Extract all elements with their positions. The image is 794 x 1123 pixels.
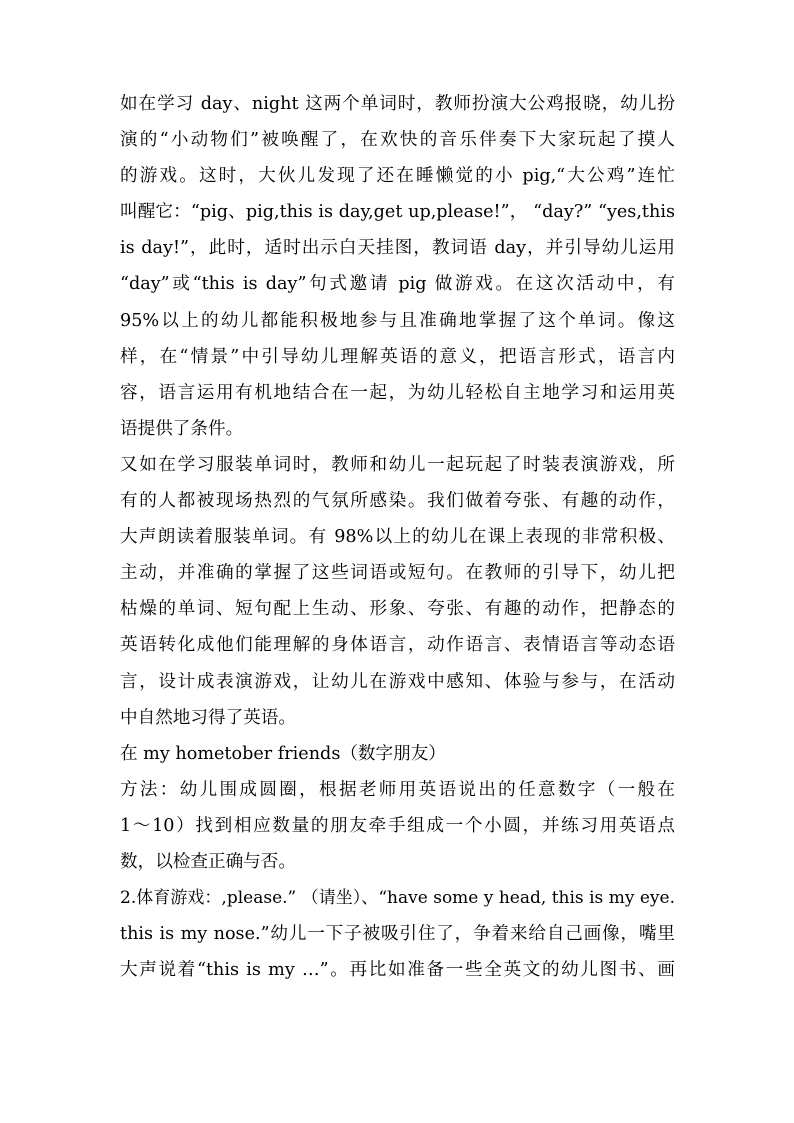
section-line: 在 my hometober friends（数字朋友） [120, 743, 446, 764]
text-line: “day”或“this is day”句式邀请 pig 做游戏。在这次活动中，有 [120, 274, 675, 295]
text-line: 言，设计成表演游戏，让幼儿在游戏中感知、体验与参与，在活动 [120, 671, 675, 692]
text-line: 演的“小动物们”被唤醒了，在欢快的音乐伴奏下大家玩起了摸人 [120, 130, 675, 151]
text-line: 1～10）找到相应数量的朋友牵手组成一个小圆，并练习用英语点 [120, 815, 675, 836]
text-line: 容，语言运用有机地结合在一起，为幼儿轻松自主地学习和运用英 [120, 382, 675, 403]
text-line: 2.体育游戏：,please.” （请坐）、“have some y head, this is my eye. [120, 888, 675, 909]
body-text [120, 86, 675, 988]
paragraph-last-line: 中自然地习得了英语。 [120, 707, 296, 728]
text-line: 的游戏。这时，大伙儿发现了还在睡懒觉的小 pig,“大公鸡”连忙 [120, 166, 675, 187]
text-line: 大声朗读着服装单词。有 98%以上的幼儿在课上表现的非常积极、 [120, 527, 675, 548]
text-line: 有的人都被现场热烈的气氛所感染。我们做着夸张、有趣的动作， [120, 491, 675, 512]
text-line: 方法：幼儿围成圆圈，根据老师用英语说出的任意数字（一般在 [120, 779, 675, 800]
paragraph-last-line: 数，以检查正确与否。 [120, 851, 296, 872]
text-line: 大声说着“this is my …”。再比如准备一些全英文的幼儿图书、画 [120, 960, 675, 981]
text-line: this is my nose.”幼儿一下子被吸引住了，争着来给自己画像，嘴里 [120, 924, 675, 945]
text-line: is day!”，此时，适时出示白天挂图，教词语 day，并引导幼儿运用 [120, 238, 675, 259]
text-line: 枯燥的单词、短句配上生动、形象、夸张、有趣的动作，把静态的 [120, 599, 675, 620]
text-line: 又如在学习服装单词时，教师和幼儿一起玩起了时装表演游戏，所 [120, 454, 675, 475]
text-line: 主动，并准确的掌握了这些词语或短句。在教师的引导下，幼儿把 [120, 563, 675, 584]
text-line: 如在学习 day、night 这两个单词时，教师扮演大公鸡报晓，幼儿扮 [120, 94, 675, 114]
text-line: 叫醒它：“pig、pig,this is day,get up,please!”， “day?” “yes,this [120, 202, 675, 223]
text-line: 英语转化成他们能理解的身体语言，动作语言、表情语言等动态语 [120, 635, 675, 656]
paragraph-last-line: 语提供了条件。 [120, 418, 244, 439]
text-line: 样，在“情景”中引导幼儿理解英语的意义，把语言形式，语言内 [120, 346, 675, 367]
text-line: 95%以上的幼儿都能积极地参与且准确地掌握了这个单词。像这 [120, 310, 675, 331]
